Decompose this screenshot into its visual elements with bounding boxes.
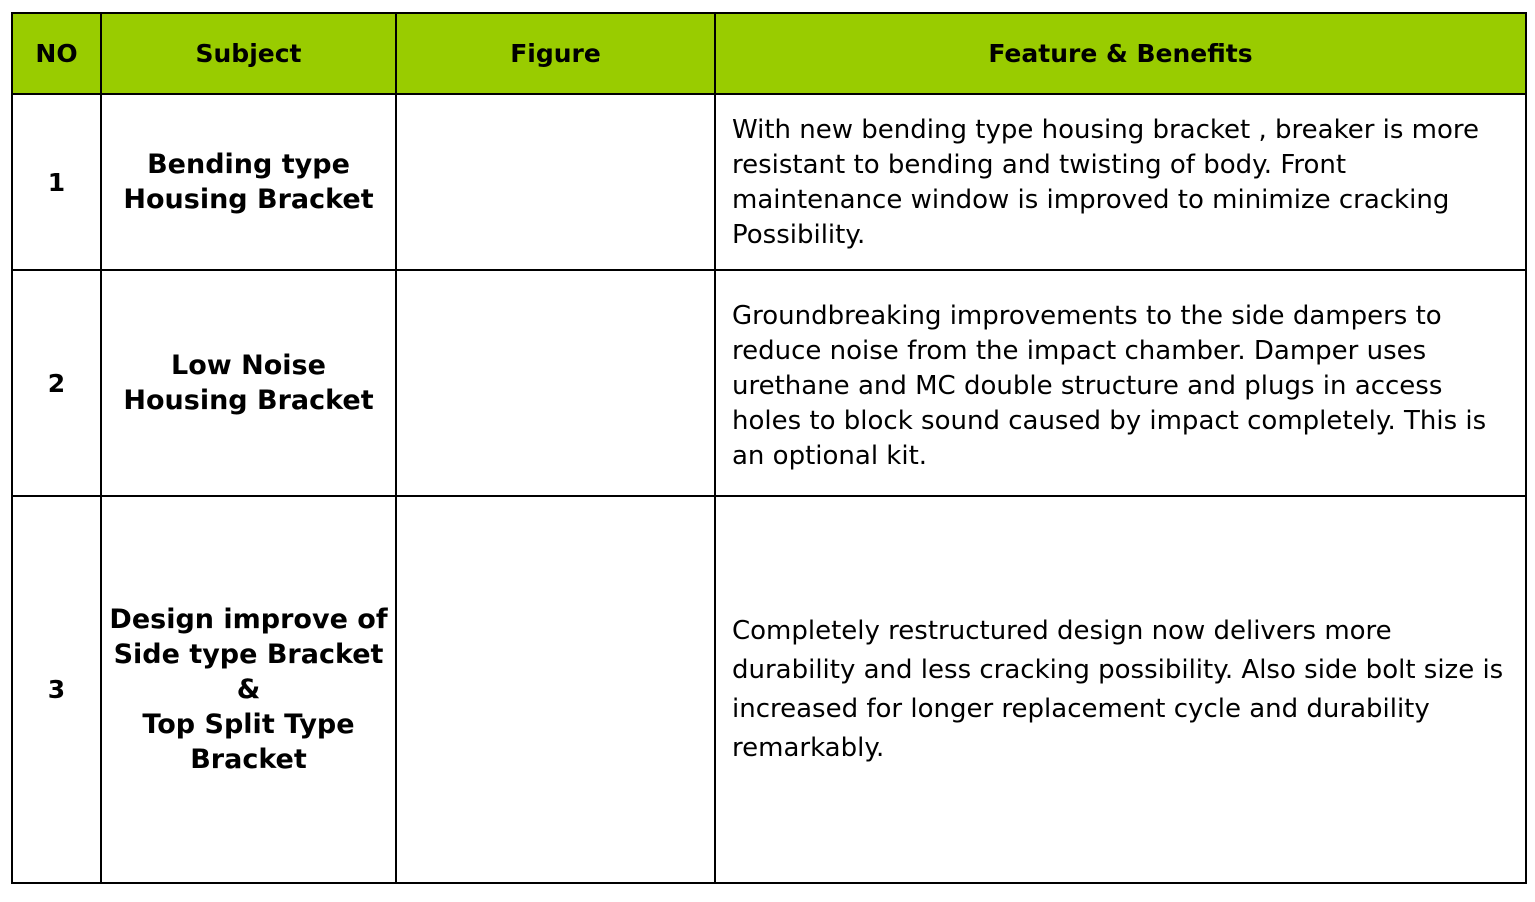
subject-line: Low Noise [171, 350, 326, 381]
table-row [12, 496, 1526, 883]
table-row [12, 94, 1526, 270]
subject-line: Top Split Type [142, 709, 355, 740]
feature-description: Completely restructured design now delivers more durability and less cracking possibility. Also side bolt size is increased for longer replacement cycle and durability remarkably. [715, 496, 1526, 883]
row-number: 2 [12, 270, 101, 496]
subject-line: & [236, 674, 261, 705]
subject-cell [101, 496, 396, 883]
header-feature-benefits: Feature & Benefits [715, 13, 1526, 94]
subject-line: Bending type [147, 149, 350, 180]
figure-cell [396, 270, 715, 496]
header-subject: Subject [101, 13, 396, 94]
table-row [12, 270, 1526, 496]
subject-cell [101, 94, 396, 270]
subject-line: Housing Bracket [123, 385, 374, 416]
figure-cell [396, 496, 715, 883]
figure-cell [396, 94, 715, 270]
subject-line: Side type Bracket [113, 639, 384, 670]
header-no: NO [12, 13, 101, 94]
subject-line: Bracket [190, 744, 307, 775]
table-header-row [12, 13, 1526, 94]
row-number: 1 [12, 94, 101, 270]
feature-benefits-table [11, 12, 1527, 884]
subject-cell [101, 270, 396, 496]
feature-description: With new bending type housing bracket , breaker is more resistant to bending and twisting of body. Front maintenance window is improved to minimize cracking Possibility. [715, 94, 1526, 270]
header-figure: Figure [396, 13, 715, 94]
feature-description: Groundbreaking improvements to the side dampers to reduce noise from the impact chamber. Damper uses urethane and MC double structure and plugs in access holes to block sound caused by impact completely. This is an optional kit. [715, 270, 1526, 496]
row-number: 3 [12, 496, 101, 883]
subject-line: Design improve of [109, 604, 388, 635]
subject-line: Housing Bracket [123, 184, 374, 215]
